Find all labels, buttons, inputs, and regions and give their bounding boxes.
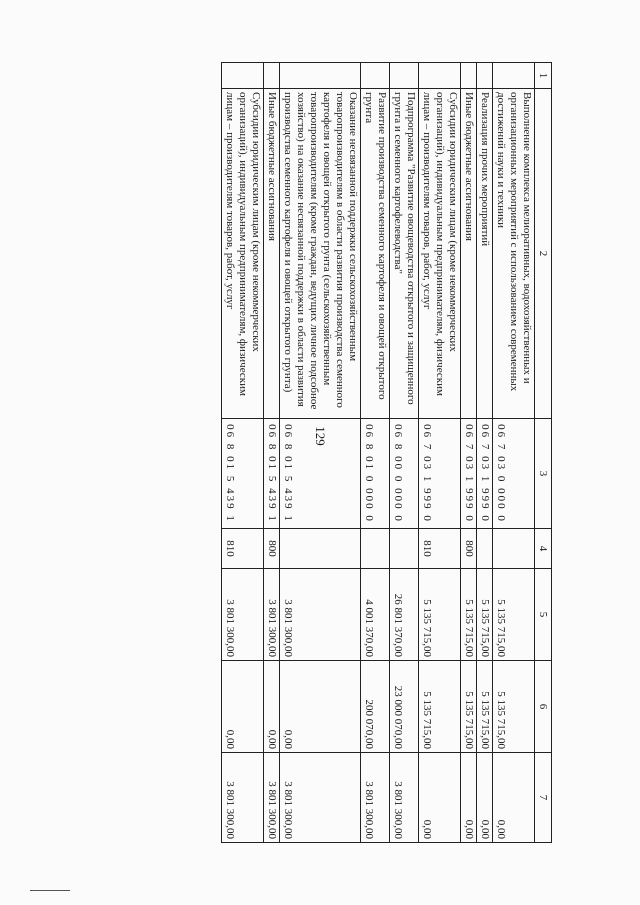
column-number-2: 2 [535, 89, 552, 419]
row-vr-cell [477, 529, 493, 569]
table-row [477, 63, 493, 843]
table-row [461, 63, 477, 843]
row-value-col7: 3 801 300,00 [280, 753, 361, 843]
row-name-cell: Субсидии юридическим лицам (кроме некоммерческих организаций), индивидуальным предпринимателям, физическим лицам – производителям товаров, работ, услуг [222, 89, 264, 419]
row-value-col6: 5 135 715,00 [419, 661, 461, 753]
row-value-col7: 3 801 300,00 [264, 753, 280, 843]
row-code-cell: 06 8 00 0 000 0 [390, 419, 419, 529]
row-value-col5: 3 801 300,00 [264, 569, 280, 661]
row-value-col5: 26 801 370,00 [390, 569, 419, 661]
row-index-cell [222, 63, 264, 89]
table-row [419, 63, 461, 843]
row-value-col7: 0,00 [477, 753, 493, 843]
row-value-col5: 5 135 715,00 [493, 569, 535, 661]
row-value-col7: 0,00 [461, 753, 477, 843]
table-row [493, 63, 535, 843]
row-index-cell [419, 63, 461, 89]
column-number-3: 3 [535, 419, 552, 529]
row-value-col6: 0,00 [264, 661, 280, 753]
row-index-cell [264, 63, 280, 89]
row-index-cell [361, 63, 390, 89]
row-name-cell: Оказание несвязанной поддержки сельскохозяйственным товаропроизводителям в области развития производства семенного картофеля и овощей открытого грунта (сельскохозяйственным товаропроизводителям (кроме граждан, ведущих личное подсобное хозяйство) на оказание несвязанной поддержки в области развития производства семенного картофеля и овощей открытого грунта) [280, 89, 361, 419]
row-code-cell: 06 8 01 5 439 1 [280, 419, 361, 529]
column-number-1: 1 [535, 63, 552, 89]
row-name-cell: Субсидии юридическим лицам (кроме некоммерческих организаций), индивидуальным предпринимателям, физическим лицам – производителям товаров, работ, услуг [419, 89, 461, 419]
row-value-col6: 200 070,00 [361, 661, 390, 753]
row-code-cell: 06 7 03 1 999 0 [477, 419, 493, 529]
row-value-col5: 5 135 715,00 [461, 569, 477, 661]
column-number-4: 4 [535, 529, 552, 569]
row-index-cell [461, 63, 477, 89]
table-row [222, 63, 264, 843]
row-value-col6: 0,00 [222, 661, 264, 753]
scan-mark [30, 890, 70, 892]
row-value-col6: 5 135 715,00 [477, 661, 493, 753]
row-value-col5: 4 001 370,00 [361, 569, 390, 661]
row-value-col5: 3 801 300,00 [222, 569, 264, 661]
row-value-col7: 0,00 [419, 753, 461, 843]
row-vr-cell [361, 529, 390, 569]
column-number-5: 5 [535, 569, 552, 661]
table-row [390, 63, 419, 843]
column-number-7: 7 [535, 753, 552, 843]
row-value-col5: 5 135 715,00 [477, 569, 493, 661]
row-value-col7: 3 801 300,00 [390, 753, 419, 843]
row-value-col6: 23 000 070,00 [390, 661, 419, 753]
row-index-cell [390, 63, 419, 89]
row-code-cell: 06 7 03 1 999 0 [461, 419, 477, 529]
row-code-cell: 06 8 01 5 439 1 [222, 419, 264, 529]
row-vr-cell [390, 529, 419, 569]
row-vr-cell: 800 [461, 529, 477, 569]
row-code-cell: 06 7 03 0 000 0 [493, 419, 535, 529]
table-row [361, 63, 390, 843]
row-value-col7: 3 801 300,00 [222, 753, 264, 843]
row-code-cell: 06 7 03 1 999 0 [419, 419, 461, 529]
row-name-cell: Подпрограмма "Развитие овощеводства открытого и защищенного грунта и семенного картофелеводства" [390, 89, 419, 419]
table-row [264, 63, 280, 843]
page-number: 129 [313, 426, 328, 446]
row-name-cell: Иные бюджетные ассигнования [461, 89, 477, 419]
row-index-cell [477, 63, 493, 89]
row-value-col7: 3 801 300,00 [361, 753, 390, 843]
budget-table-grid [221, 62, 552, 843]
row-vr-cell: 810 [222, 529, 264, 569]
row-value-col5: 5 135 715,00 [419, 569, 461, 661]
row-vr-cell [280, 529, 361, 569]
row-name-cell: Иные бюджетные ассигнования [264, 89, 280, 419]
row-value-col7: 0,00 [493, 753, 535, 843]
row-vr-cell: 810 [419, 529, 461, 569]
row-value-col6: 5 135 715,00 [493, 661, 535, 753]
row-value-col5: 3 801 300,00 [280, 569, 361, 661]
row-index-cell [280, 63, 361, 89]
budget-table [92, 62, 552, 842]
table-header-row [535, 63, 552, 843]
table-row [280, 63, 361, 843]
row-code-cell: 06 8 01 0 000 0 [361, 419, 390, 529]
row-vr-cell: 800 [264, 529, 280, 569]
row-vr-cell [493, 529, 535, 569]
row-value-col6: 0,00 [280, 661, 361, 753]
row-name-cell: Реализация прочих мероприятий [477, 89, 493, 419]
row-name-cell: Развитие производства семенного картофеля и овощей открытого грунта [361, 89, 390, 419]
row-value-col6: 5 135 715,00 [461, 661, 477, 753]
row-name-cell: Выполнение комплекса мелиоративных, водохозяйственных и организационных мероприятий с использованием современных достижений науки и техники [493, 89, 535, 419]
row-code-cell: 06 8 01 5 439 1 [264, 419, 280, 529]
row-index-cell [493, 63, 535, 89]
column-number-6: 6 [535, 661, 552, 753]
